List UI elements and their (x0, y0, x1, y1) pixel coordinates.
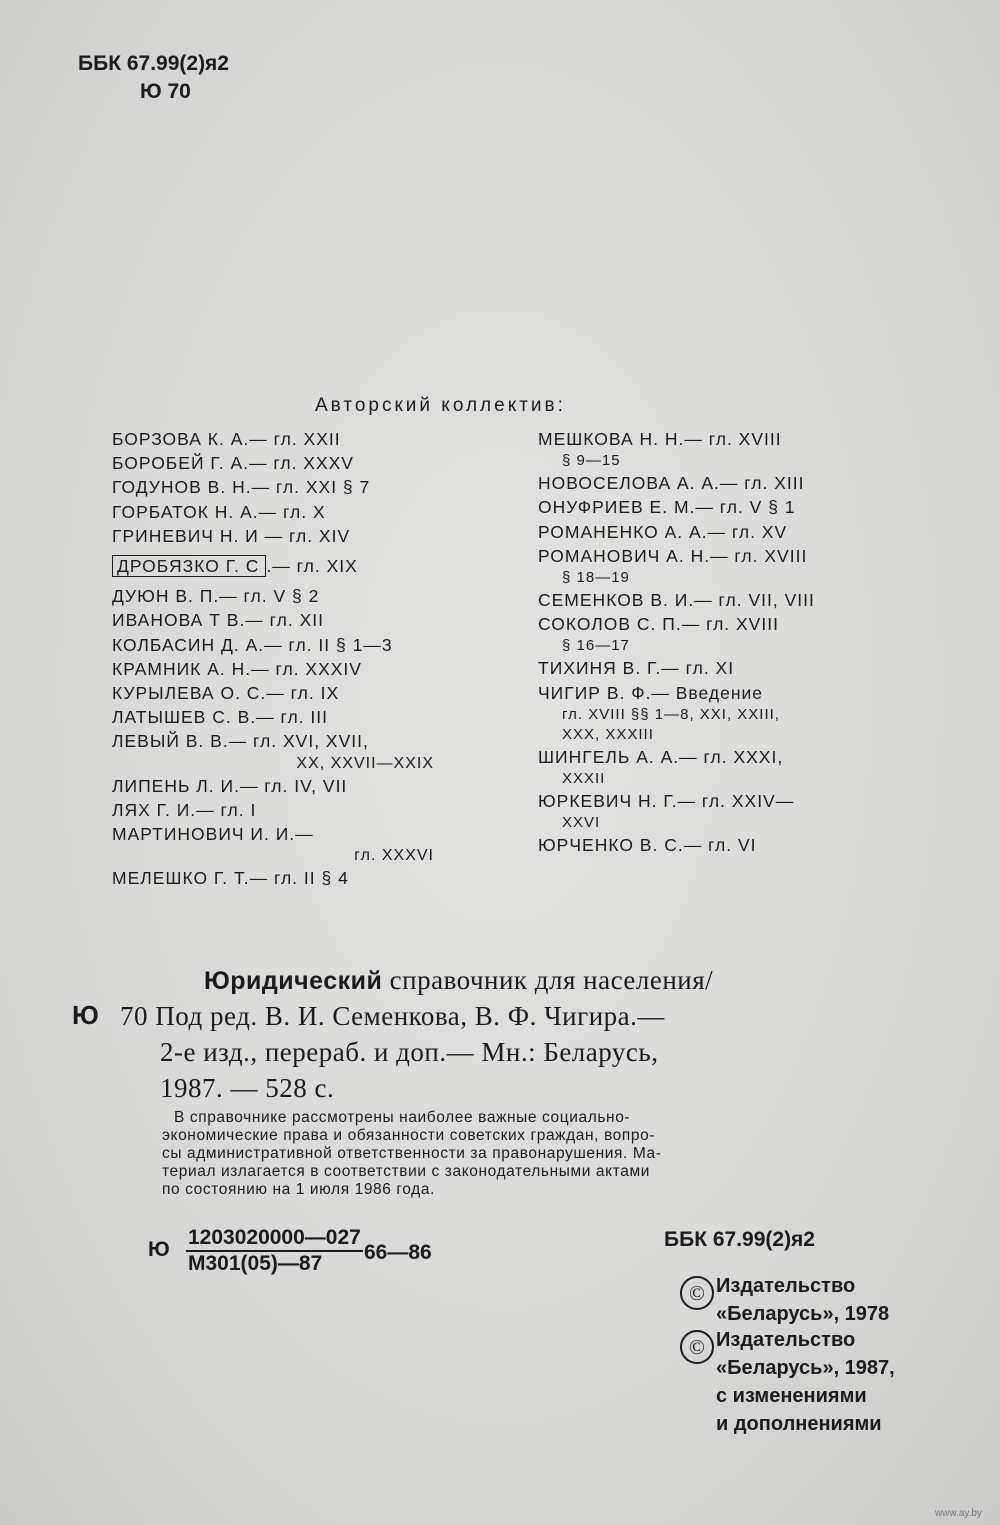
copyright-line: и дополнениями (716, 1413, 882, 1435)
bibliographic-code: Ю (72, 1000, 99, 1030)
copyright-line: Издательство (716, 1329, 856, 1351)
classification-code: Ю (148, 1238, 170, 1261)
author-entry-text: ИВАНОВА Т В.— гл. XII (112, 610, 324, 631)
copyright-line: «Беларусь», 1978 (716, 1303, 890, 1325)
author-entry-text: ЛИПЕНЬ Л. И.— гл. IV, VII (112, 775, 348, 796)
author-entry (112, 705, 512, 729)
author-entry-text: ЛЕВЫЙ В. В.— гл. XVI, XVII, (112, 731, 369, 752)
author-entry-text: ЛАТЫШЕВ С. В.— гл. III (112, 707, 328, 728)
abstract-line: сы административной ответственности за правонарушения. Ма- (162, 1145, 662, 1162)
authors-column-left (112, 427, 512, 890)
bibliographic-line-edition: 2-е изд., перераб. и доп.— Мн.: Беларусь, (160, 1037, 659, 1067)
author-entry (112, 608, 512, 632)
author-entry (112, 524, 512, 548)
author-entry (112, 866, 512, 890)
author-entry-text: ГОРБАТОК Н. А.— гл. X (112, 501, 326, 522)
author-entry-text: ОНУФРИЕВ Е. М.— гл. V § 1 (538, 497, 796, 518)
author-entry (538, 656, 938, 680)
authors-heading: Авторский коллектив: (315, 395, 566, 416)
author-entry (112, 729, 512, 753)
classification-tail: 66—86 (364, 1241, 432, 1264)
author-entry-text: МЕШКОВА Н. Н.— гл. XVIII (538, 429, 782, 449)
copyright-icon: © (680, 1276, 714, 1310)
author-entry-text: БОРЗОВА К. А.— гл. XXII (112, 429, 341, 449)
author-entry (112, 798, 512, 822)
author-entry-text: СОКОЛОВ С. П.— гл. XVIII (538, 614, 779, 635)
author-entry-continuation: § 18—19 (562, 569, 630, 587)
author-sign-top: Ю 70 (140, 80, 191, 103)
author-entry-text: ДУЮН В. П.— гл. V § 2 (112, 586, 320, 607)
author-entry-text: КУРЫЛЕВА О. С.— гл. IX (112, 683, 340, 704)
abstract-line: териал излагается в соответствии с законодательными актами (162, 1163, 650, 1180)
authors-column-right (538, 427, 938, 857)
author-entry-text: .— гл. XIX (266, 556, 358, 577)
author-entry (538, 612, 938, 636)
author-entry-text: ШИНГЕЛЬ А. А.— гл. XXXI, (538, 746, 784, 767)
author-entry (538, 471, 938, 495)
copyright-icon: © (680, 1330, 714, 1364)
copyright-line: Издательство (716, 1275, 856, 1297)
author-entry-text: СЕМЕНКОВ В. И.— гл. VII, VIII (538, 590, 815, 611)
author-entry (112, 822, 512, 846)
author-entry (538, 495, 938, 519)
author-entry-text: НОВОСЕЛОВА А. А.— гл. XIII (538, 473, 805, 494)
author-entry-continuation: XXXII (562, 770, 606, 788)
copyright-line: «Беларусь», 1987, (716, 1357, 895, 1379)
author-entry (112, 451, 512, 475)
author-entry (112, 774, 512, 798)
author-entry (538, 681, 938, 705)
book-title: Юридический (204, 967, 383, 995)
author-entry (112, 657, 512, 681)
author-entry (112, 584, 512, 608)
watermark: www.ay.by (934, 1508, 982, 1519)
bbk-index-bottom: ББК 67.99(2)я2 (664, 1228, 815, 1251)
author-entry-text: ЛЯХ Г. И.— гл. I (112, 799, 257, 820)
author-entry-text: РОМАНОВИЧ А. Н.— гл. XVIII (538, 545, 808, 566)
bibliographic-line-editors: 70 Под ред. В. И. Семенкова, В. Ф. Чигира.— (120, 1001, 665, 1031)
author-entry-continuation: XXX, XXXIII (562, 725, 654, 743)
author-name-boxed: ДРОБЯЗКО Г. С (112, 555, 266, 577)
abstract-line: по состоянию на 1 июля 1986 года. (162, 1181, 435, 1198)
author-entry (112, 554, 512, 578)
author-entry-text: ЧИГИР В. Ф.— Введение (538, 682, 763, 703)
author-entry-text: БОРОБЕЙ Г. А.— гл. XXXV (112, 453, 354, 474)
author-entry (538, 588, 938, 612)
abstract (162, 1109, 862, 1199)
author-entry (538, 789, 938, 813)
author-entry-text: ЮРКЕВИЧ Н. Г.— гл. XXIV— (538, 791, 795, 812)
author-entry-continuation: XXVI (562, 814, 601, 832)
author-entry-continuation: § 16—17 (562, 637, 630, 655)
author-entry (112, 681, 512, 705)
author-entry (538, 544, 938, 568)
abstract-line: экономические права и обязанности советских граждан, вопро- (162, 1127, 656, 1144)
author-entry-text: ГРИНЕВИЧ Н. И — гл. XIV (112, 525, 351, 546)
author-entry (538, 833, 938, 857)
author-entry (112, 427, 512, 451)
author-entry (538, 427, 938, 451)
author-entry-text: КОЛБАСИН Д. А.— гл. II § 1—3 (112, 634, 393, 655)
author-entry-continuation: XX, XXVII—XXIX (296, 754, 434, 772)
author-entry (112, 500, 512, 524)
author-entry-text: МАРТИНОВИЧ И. И.— (112, 824, 314, 845)
author-entry (538, 520, 938, 544)
book-subtitle: справочник для населения/ (389, 965, 714, 995)
author-entry (112, 633, 512, 657)
copyright-line: с изменениями (716, 1385, 867, 1407)
author-entry-text: ГОДУНОВ В. Н.— гл. XXI § 7 (112, 477, 371, 498)
author-entry (112, 475, 512, 499)
author-entry-text: РОМАНЕНКО А. А.— гл. XV (538, 521, 788, 542)
author-entry-continuation: § 9—15 (562, 452, 621, 470)
author-entry-continuation: гл. XVIII §§ 1—8, XXI, XXIII, (562, 705, 780, 723)
bbk-index-top: ББК 67.99(2)я2 (78, 52, 229, 75)
classification-fraction (186, 1226, 363, 1276)
author-entry-continuation: гл. XXXVI (354, 847, 434, 865)
author-entry-text: ТИХИНЯ В. Г.— гл. XI (538, 658, 735, 679)
bibliographic-title-line (204, 962, 713, 999)
author-entry-text: МЕЛЕШКО Г. Т.— гл. II § 4 (112, 868, 349, 889)
fraction-numerator: 1203020000—027 (186, 1226, 363, 1252)
bibliographic-line-pages: 1987. — 528 с. (160, 1073, 335, 1103)
fraction-denominator: М301(05)—87 (188, 1252, 323, 1275)
author-entry (538, 745, 938, 769)
author-entry-text: КРАМНИК А. Н.— гл. XXXIV (112, 658, 362, 679)
author-entry-text: ЮРЧЕНКО В. С.— гл. VI (538, 835, 757, 856)
abstract-line: В справочнике рассмотрены наиболее важные социально- (174, 1109, 631, 1126)
